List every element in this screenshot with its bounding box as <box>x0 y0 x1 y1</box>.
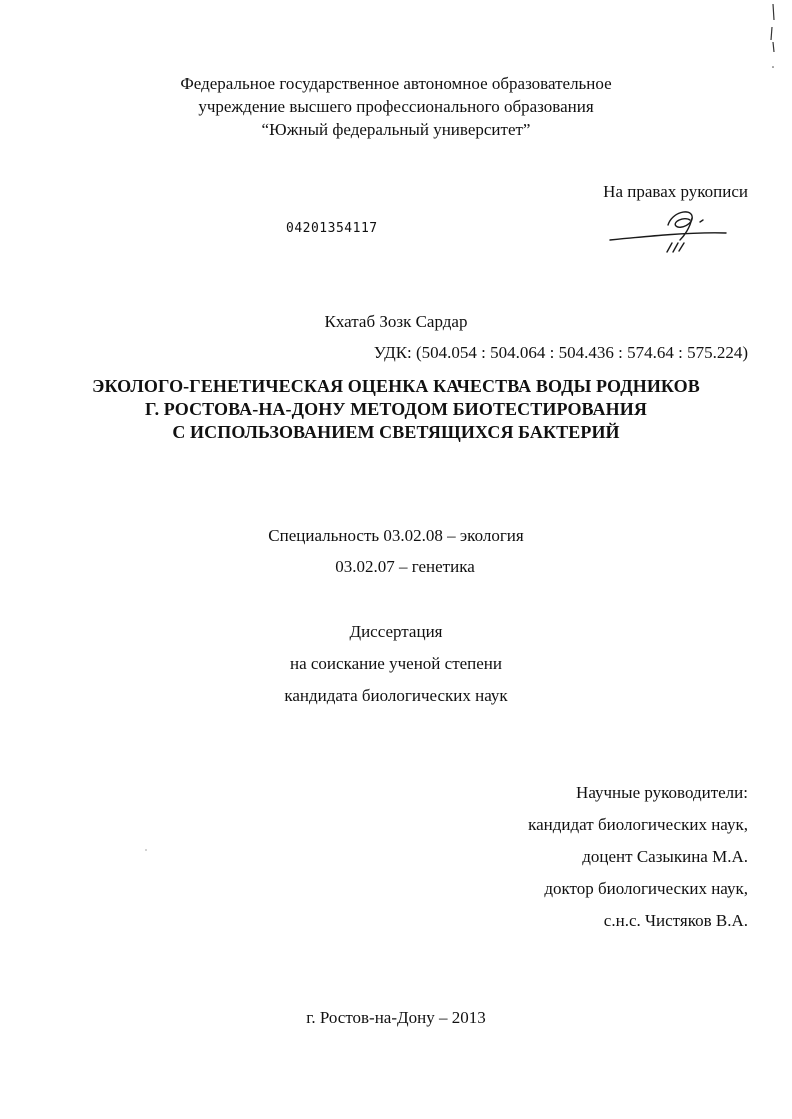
dissertation-line-3: кандидата биологических наук <box>284 686 508 705</box>
supervisor-line-3: доктор биологических наук, <box>544 879 748 898</box>
udc-code: УДК: (504.054 : 504.064 : 504.436 : 574.64 : 575.224) <box>373 343 748 362</box>
title-line-3: С ИСПОЛЬЗОВАНИЕМ СВЕТЯЩИХСЯ БАКТЕРИЙ <box>172 422 620 442</box>
specialty-line-2: 03.02.07 – генетика <box>335 557 475 576</box>
author-name: Кхатаб Зозк Сардар <box>324 312 468 331</box>
registration-number: 04201354117 <box>286 221 378 236</box>
title-line-2: Г. РОСТОВА-НА-ДОНУ МЕТОДОМ БИОТЕСТИРОВАНИЯ <box>145 399 647 419</box>
dissertation-line-2: на соискание ученой степени <box>289 654 503 673</box>
supervisor-line-4: с.н.с. Чистяков В.А. <box>603 911 748 930</box>
supervisors-heading: Научные руководители: <box>576 783 748 802</box>
dissertation-line-1: Диссертация <box>349 622 443 641</box>
supervisor-line-2: доцент Сазыкина М.А. <box>582 847 748 866</box>
institution-line-2: учреждение высшего профессионального образования <box>198 97 594 116</box>
specialty-line-1: Специальность 03.02.08 – экология <box>268 526 524 545</box>
city-year-footer: г. Ростов-на-Дону – 2013 <box>306 1008 486 1027</box>
supervisor-line-1: кандидат биологических наук, <box>528 815 748 834</box>
title-line-1: ЭКОЛОГО-ГЕНЕТИЧЕСКАЯ ОЦЕНКА КАЧЕСТВА ВОДЫ РОДНИКОВ <box>92 376 700 396</box>
institution-line-1: Федеральное государственное автономное образовательное <box>180 74 612 93</box>
institution-line-3: “Южный федеральный университет” <box>261 120 531 139</box>
rights-notice: На правах рукописи <box>603 182 748 201</box>
